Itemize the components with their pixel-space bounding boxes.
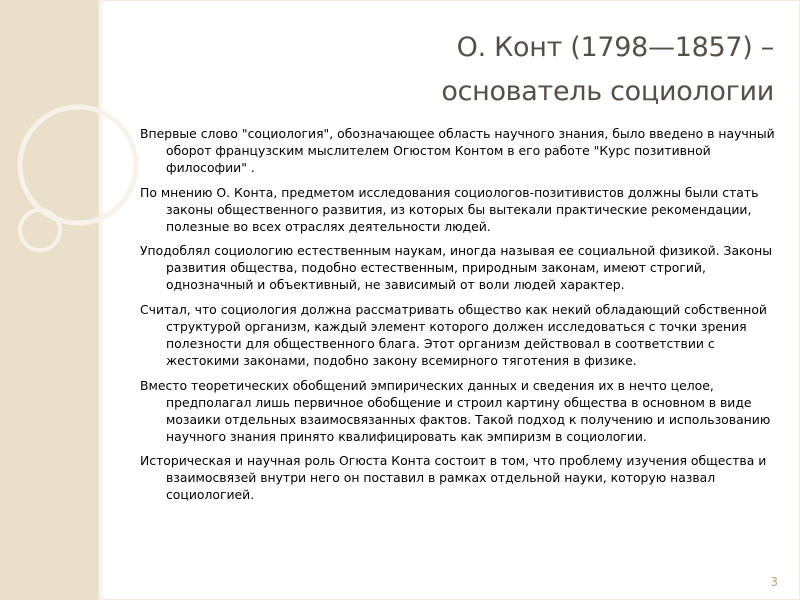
decorative-ring-large — [20, 107, 136, 223]
title-line-2: основатель социологии — [441, 76, 774, 107]
page-number: 3 — [770, 575, 778, 589]
paragraph-1: Впервые слово "социология", обозначающее область научного знания, было введено в научный оборот французским мыслителем Огюстом Контом в его работе "Курс позитивной философии" . — [140, 126, 775, 175]
paragraph-3: Уподоблял социологию естественным наукам, иногда называя ее социальной физикой. Законы развития общества, подобно естественным, природным законам, имеют строгий, однозначный и объективный, не зависимый от воли людей характер. — [140, 243, 772, 293]
paragraph-2: По мнению О. Конта, предметом исследования социологов-позитивистов должны были стать законы общественного развития, из которых бы вытекали практические рекомендации, полезные во всех отраслях деятельности людей. — [140, 184, 759, 234]
slide-title — [150, 26, 774, 114]
paragraph-5: Вместо теоретических обобщений эмпирических данных и сведения их в нечто целое, предполагал лишь первичное обобщение и строил картину общества в основном в виде мозаики отдельных взаимосвязанных фактов. Такой подход к получению и использованию научного знания принято квалифицировать как эмпиризм в социологии. — [140, 377, 771, 444]
paragraph-4: Считал, что социология должна рассматривать общество как некий обладающий собственной структурой организм, каждый элемент которого должен исследоваться с точки зрения полезности для общественного блага. Этот организм действовал в соответствии с жестокими законами, подобно закону всемирного тяготения в физике. — [140, 302, 767, 368]
decorative-ring-small — [20, 210, 60, 250]
paragraph-6: Историческая и научная роль Огюста Конта состоит в том, что проблему изучения общества и взаимосвязей внутри него он поставил в рамках отдельной науки, которую назвал социологией. — [140, 453, 767, 503]
slide-body — [140, 126, 780, 512]
title-line-1: О. Конт (1798—1857) – — [456, 32, 774, 63]
